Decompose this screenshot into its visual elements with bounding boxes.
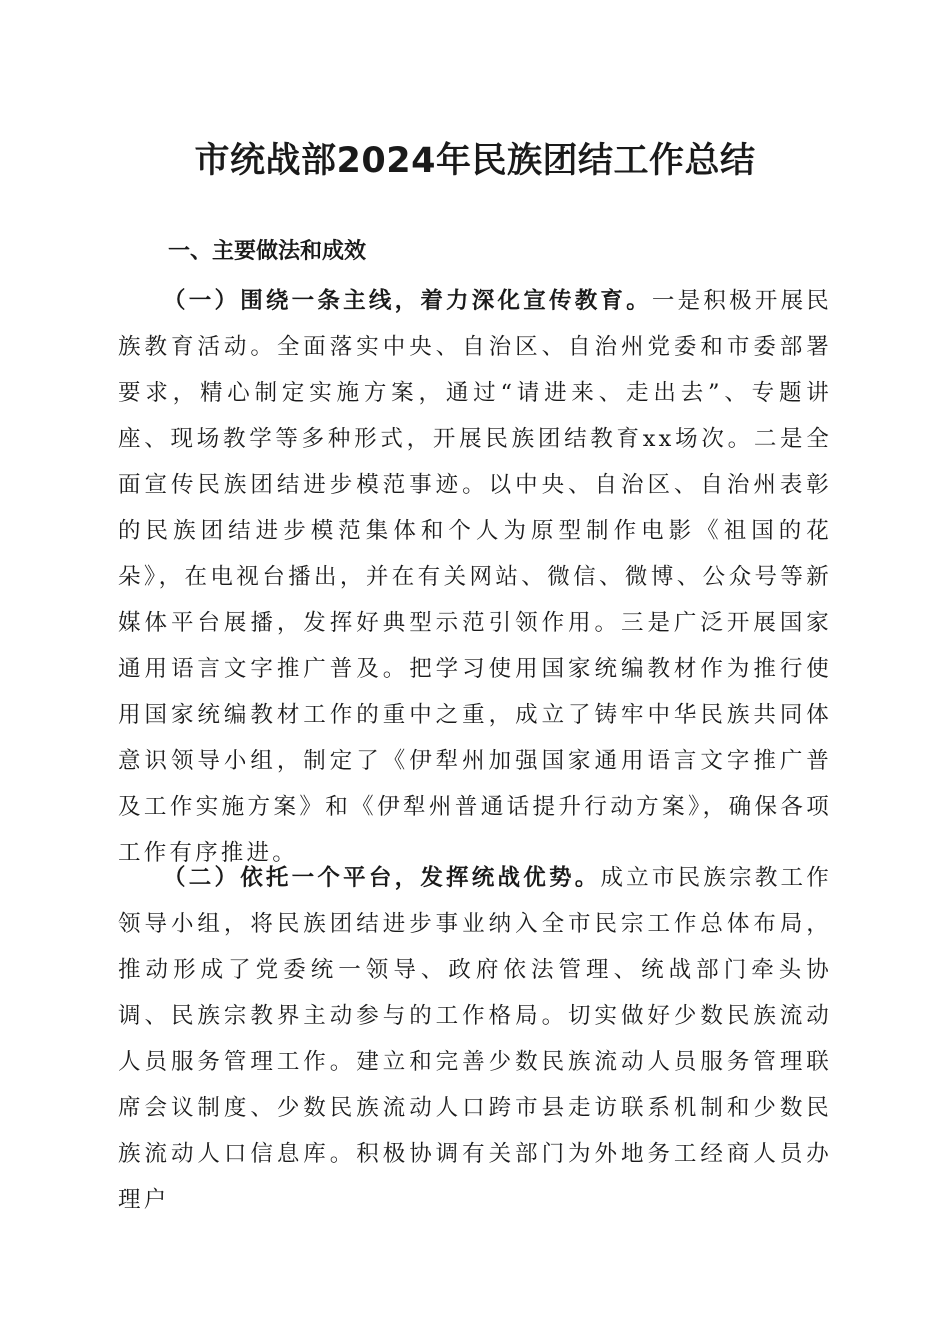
document-title: 市统战部2024年民族团结工作总结 bbox=[194, 141, 756, 181]
paragraph-body: 一是积极开展民族教育活动。全面落实中央、自治区、自治州党委和市委部署要求，精心制定实施方案，通过“请进来、走出去”、专题讲座、现场教学等多种形式，开展民族团结教育xx场次。二是全面宣传民族团结进步模范事迹。以中央、自治区、自治州表彰的民族团结进步模范集体和个人为原型制作电影《祖国的花朵》，在电视台播出，并在有关网站、微信、微博、公众号等新媒体平台展播，发挥好典型示范引领作用。三是广泛开展国家通用语言文字推广普及。把学习使用国家统编教材作为推行使用国家统编教材工作的重中之重，成立了铸牢中华民族共同体意识领导小组，制定了《伊犁州加强国家通用语言文字推广普及工作实施方案》和《伊犁州普通话提升行动方案》，确保各项工作有序推进。 bbox=[118, 288, 832, 866]
paragraph-lead: （二）依托一个平台，发挥统战优势。 bbox=[163, 865, 601, 891]
section-heading: 一、主要做法和成效 bbox=[168, 239, 367, 264]
paragraph-lead: （一）围绕一条主线，着力深化宣传教育。 bbox=[163, 288, 652, 314]
body-paragraph bbox=[118, 278, 832, 876]
body-paragraph bbox=[118, 855, 832, 1223]
paragraph-body: 成立市民族宗教工作领导小组，将民族团结进步事业纳入全市民宗工作总体布局，推动形成了党委统一领导、政府依法管理、统战部门牵头协调、民族宗教界主动参与的工作格局。切实做好少数民族流动人员服务管理工作。建立和完善少数民族流动人员服务管理联席会议制度、少数民族流动人口跨市县走访联系机制和少数民族流动人口信息库。积极协调有关部门为外地务工经商人员办理户 bbox=[118, 865, 832, 1213]
